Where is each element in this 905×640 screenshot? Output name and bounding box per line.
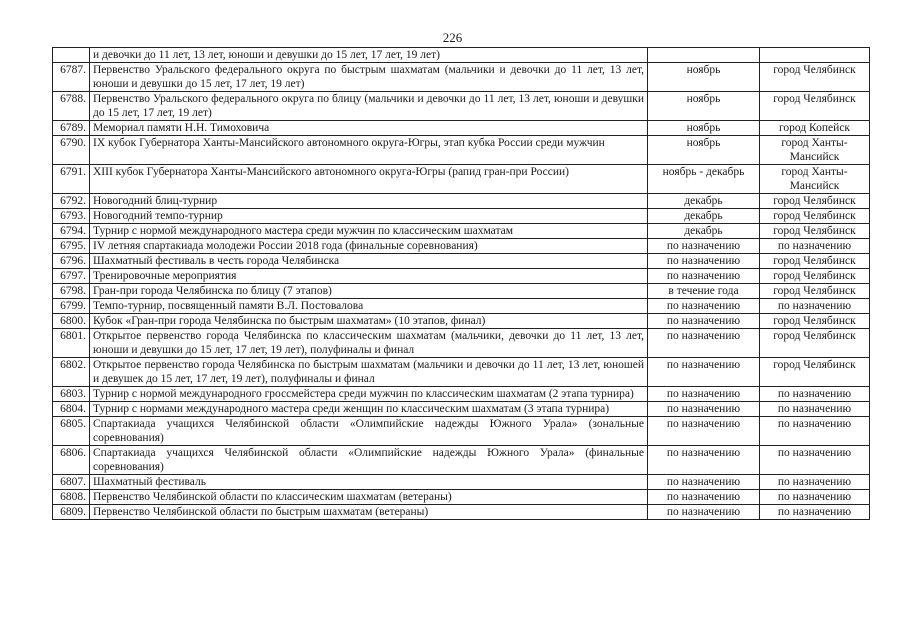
event-name: Спартакиада учащихся Челябинской области «Олимпийские надежды Южного Урала» (финальные соревнования) bbox=[90, 446, 648, 475]
event-name: Первенство Челябинской области по быстрым шахматам (ветераны) bbox=[90, 505, 648, 520]
event-date: по назначению bbox=[648, 269, 760, 284]
event-place: город Ханты-Мансийск bbox=[760, 136, 870, 165]
row-number: 6800. bbox=[53, 314, 90, 329]
event-name: Турнир с нормой международного мастера среди мужчин по классическим шахматам bbox=[90, 224, 648, 239]
event-place: город Копейск bbox=[760, 121, 870, 136]
row-number: 6802. bbox=[53, 358, 90, 387]
event-place: по назначению bbox=[760, 299, 870, 314]
table-row bbox=[53, 475, 870, 490]
event-name: XIII кубок Губернатора Ханты-Мансийского автономного округа-Югры (рапид гран-при России) bbox=[90, 165, 648, 194]
event-place: город Челябинск bbox=[760, 269, 870, 284]
event-date: ноябрь - декабрь bbox=[648, 165, 760, 194]
event-place: по назначению bbox=[760, 505, 870, 520]
event-date: ноябрь bbox=[648, 92, 760, 121]
table-row bbox=[53, 402, 870, 417]
row-number: 6788. bbox=[53, 92, 90, 121]
table-row bbox=[53, 299, 870, 314]
event-place: по назначению bbox=[760, 446, 870, 475]
event-place: по назначению bbox=[760, 417, 870, 446]
event-name: IV летняя спартакиада молодежи России 2018 года (финальные соревнования) bbox=[90, 239, 648, 254]
event-place: по назначению bbox=[760, 387, 870, 402]
event-place: город Ханты-Мансийск bbox=[760, 165, 870, 194]
event-date: ноябрь bbox=[648, 136, 760, 165]
event-name: Новогодний блиц-турнир bbox=[90, 194, 648, 209]
row-number: 6795. bbox=[53, 239, 90, 254]
event-place: по назначению bbox=[760, 490, 870, 505]
table-row bbox=[53, 387, 870, 402]
event-place: город Челябинск bbox=[760, 209, 870, 224]
row-number: 6806. bbox=[53, 446, 90, 475]
row-number: 6803. bbox=[53, 387, 90, 402]
event-place: город Челябинск bbox=[760, 92, 870, 121]
event-date: по назначению bbox=[648, 239, 760, 254]
event-place: по назначению bbox=[760, 239, 870, 254]
event-date bbox=[648, 48, 760, 63]
event-place: город Челябинск bbox=[760, 224, 870, 239]
table-row bbox=[53, 194, 870, 209]
row-number: 6804. bbox=[53, 402, 90, 417]
row-number: 6807. bbox=[53, 475, 90, 490]
events-table-body bbox=[53, 48, 870, 520]
table-row bbox=[53, 314, 870, 329]
event-place: город Челябинск bbox=[760, 314, 870, 329]
event-name: Шахматный фестиваль bbox=[90, 475, 648, 490]
event-name: Гран-при города Челябинска по блицу (7 этапов) bbox=[90, 284, 648, 299]
event-name: Турнир с нормой международного гроссмейстера среди мужчин по классическим шахматам (2 этапа турнира) bbox=[90, 387, 648, 402]
event-name: Открытое первенство города Челябинска по быстрым шахматам (мальчики и девочки до 11 лет, 13 лет, юношей и девушек до 15 лет, 17 лет, 19 лет), полуфиналы и финал bbox=[90, 358, 648, 387]
event-date: по назначению bbox=[648, 254, 760, 269]
event-name: Первенство Уральского федерального округа по блицу (мальчики и девочки до 11 лет, 13 лет, юноши и девушки до 15 лет, 17 лет, 19 лет) bbox=[90, 92, 648, 121]
table-row bbox=[53, 446, 870, 475]
row-number: 6793. bbox=[53, 209, 90, 224]
event-date: по назначению bbox=[648, 446, 760, 475]
row-number: 6789. bbox=[53, 121, 90, 136]
event-name: Первенство Уральского федерального округа по быстрым шахматам (мальчики и девочки до 11 лет, 13 лет, юноши и девушки до 15 лет, 17 лет, 19 лет) bbox=[90, 63, 648, 92]
events-table bbox=[52, 47, 870, 520]
row-number: 6799. bbox=[53, 299, 90, 314]
event-date: по назначению bbox=[648, 402, 760, 417]
row-number: 6794. bbox=[53, 224, 90, 239]
row-number: 6798. bbox=[53, 284, 90, 299]
event-date: по назначению bbox=[648, 505, 760, 520]
table-row bbox=[53, 136, 870, 165]
row-number: 6797. bbox=[53, 269, 90, 284]
event-place: город Челябинск bbox=[760, 63, 870, 92]
event-name: Шахматный фестиваль в честь города Челябинска bbox=[90, 254, 648, 269]
event-place: город Челябинск bbox=[760, 254, 870, 269]
event-place: город Челябинск bbox=[760, 358, 870, 387]
event-place: город Челябинск bbox=[760, 194, 870, 209]
event-date: по назначению bbox=[648, 329, 760, 358]
event-name: IX кубок Губернатора Ханты-Мансийского автономного округа-Югры, этап кубка России среди мужчин bbox=[90, 136, 648, 165]
event-place: город Челябинск bbox=[760, 329, 870, 358]
event-name: Тренировочные мероприятия bbox=[90, 269, 648, 284]
event-name: Кубок «Гран-при города Челябинска по быстрым шахматам» (10 этапов, финал) bbox=[90, 314, 648, 329]
table-row bbox=[53, 329, 870, 358]
row-number: 6801. bbox=[53, 329, 90, 358]
table-row bbox=[53, 165, 870, 194]
event-date: по назначению bbox=[648, 387, 760, 402]
table-row bbox=[53, 224, 870, 239]
table-row bbox=[53, 417, 870, 446]
event-date: по назначению bbox=[648, 358, 760, 387]
event-place bbox=[760, 48, 870, 63]
table-row bbox=[53, 121, 870, 136]
event-date: ноябрь bbox=[648, 63, 760, 92]
row-number: 6809. bbox=[53, 505, 90, 520]
row-number: 6792. bbox=[53, 194, 90, 209]
event-place: по назначению bbox=[760, 475, 870, 490]
event-name: Спартакиада учащихся Челябинской области «Олимпийские надежды Южного Урала» (зональные соревнования) bbox=[90, 417, 648, 446]
event-date: декабрь bbox=[648, 194, 760, 209]
table-row bbox=[53, 239, 870, 254]
event-date: по назначению bbox=[648, 299, 760, 314]
event-name: Первенство Челябинской области по классическим шахматам (ветераны) bbox=[90, 490, 648, 505]
table-row bbox=[53, 269, 870, 284]
event-name: Турнир с нормами международного мастера среди женщин по классическим шахматам (3 этапа турнира) bbox=[90, 402, 648, 417]
event-date: по назначению bbox=[648, 417, 760, 446]
row-number: 6805. bbox=[53, 417, 90, 446]
event-name: Новогодний темпо-турнир bbox=[90, 209, 648, 224]
table-row bbox=[53, 63, 870, 92]
event-date: по назначению bbox=[648, 490, 760, 505]
table-row bbox=[53, 505, 870, 520]
table-row bbox=[53, 358, 870, 387]
event-date: ноябрь bbox=[648, 121, 760, 136]
event-date: по назначению bbox=[648, 475, 760, 490]
table-row bbox=[53, 92, 870, 121]
row-number: 6808. bbox=[53, 490, 90, 505]
event-date: декабрь bbox=[648, 224, 760, 239]
page-number: 226 bbox=[442, 30, 463, 45]
row-number: 6796. bbox=[53, 254, 90, 269]
table-row bbox=[53, 48, 870, 63]
event-name: Темпо-турнир, посвященный памяти В.Л. Постовалова bbox=[90, 299, 648, 314]
table-row bbox=[53, 490, 870, 505]
event-name: и девочки до 11 лет, 13 лет, юноши и девушки до 15 лет, 17 лет, 19 лет) bbox=[90, 48, 648, 63]
event-date: декабрь bbox=[648, 209, 760, 224]
event-date: по назначению bbox=[648, 314, 760, 329]
event-place: по назначению bbox=[760, 402, 870, 417]
row-number: 6791. bbox=[53, 165, 90, 194]
event-name: Открытое первенство города Челябинска по классическим шахматам (мальчики, девочки до 11 лет, 13 лет, юноши и девушки до 15 лет, 17 лет, 19 лет), полуфиналы и финал bbox=[90, 329, 648, 358]
row-number: 6787. bbox=[53, 63, 90, 92]
event-date: в течение года bbox=[648, 284, 760, 299]
event-name: Мемориал памяти Н.Н. Тимоховича bbox=[90, 121, 648, 136]
event-place: город Челябинск bbox=[760, 284, 870, 299]
row-number: 6790. bbox=[53, 136, 90, 165]
table-row bbox=[53, 284, 870, 299]
table-row bbox=[53, 209, 870, 224]
table-row bbox=[53, 254, 870, 269]
row-number bbox=[53, 48, 90, 63]
